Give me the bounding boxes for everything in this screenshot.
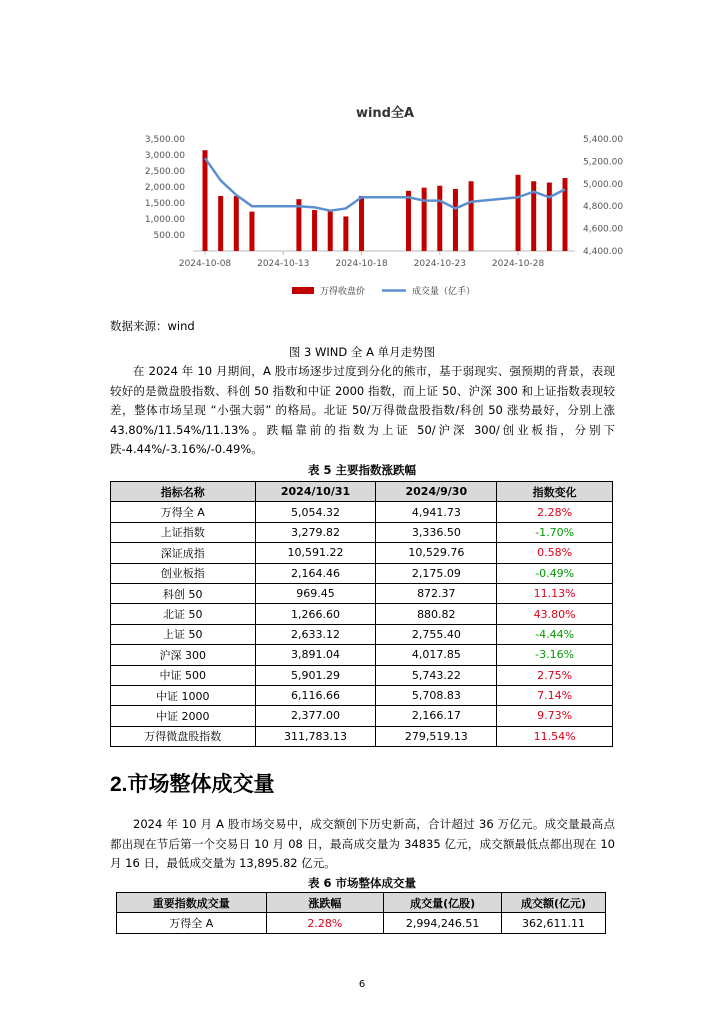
table5-row [111,726,613,746]
table5-cell-value-current: 3,891.04 [255,645,376,665]
table5-cell-name: 中证 500 [111,665,256,685]
table5-cell-value-current: 2,377.00 [255,706,376,726]
table5-header: 指数变化 [497,482,613,502]
paragraph-2-text: 2024 年 10 月 A 股市场交易中，成交额创下历史新高，合计超过 36 万亿元。成交量最高点都出现在节后第一个交易日 10 月 08 日，最高成交量为 34835 亿元，成交额最低点都出现在 10 月 16 日，最低成交量为 13,895.82 亿元。 [110,817,615,870]
table5-cell-value-current: 10,591.22 [255,543,376,563]
right-tick-label: 4,400.00 [583,247,624,257]
table5-cell-name: 万得全 A [111,502,256,522]
table5-row [111,706,613,726]
table5-caption: 表 5 主要指数涨跌幅 [307,463,416,477]
table6-cell-volume: 2,994,246.51 [384,913,502,933]
left-tick-label: 3,000.00 [144,151,185,161]
right-tick-label: 4,800.00 [583,202,624,213]
table5-cell-value-prev: 5,708.83 [376,685,497,705]
table5-cell-change: -0.49% [497,563,613,583]
table5-cell-change: -4.44% [497,624,613,644]
table5-row [111,685,613,705]
left-tick-label: 2,000.00 [144,183,185,193]
table5 [110,481,613,747]
table5-cell-value-prev: 2,166.17 [376,706,497,726]
table5-header: 指标名称 [111,482,256,502]
table5-cell-change: 43.80% [497,604,613,624]
figure-caption: 图 3 WIND 全 A 单月走势图 [288,345,436,359]
table5-cell-value-current: 311,783.13 [255,726,376,746]
table5-cell-value-current: 969.45 [255,583,376,603]
bar [359,196,364,251]
table5-cell-value-prev: 4,017.85 [376,645,497,665]
table5-cell-name: 北证 50 [111,604,256,624]
table5-row [111,665,613,685]
table5-row [111,543,613,563]
table5-header-row [111,482,613,502]
table6-header: 成交额(亿元) [502,893,606,913]
table6-header: 涨跌幅 [266,893,384,913]
bar [406,191,411,251]
table5-cell-change: -3.16% [497,645,613,665]
table5-row [111,563,613,583]
source-note: 数据来源：wind [110,319,195,333]
table5-cell-name: 创业板指 [111,563,256,583]
table5-cell-name: 中证 1000 [111,685,256,705]
table5-row [111,604,613,624]
table5-cell-value-prev: 872.37 [376,583,497,603]
right-tick-label: 4,600.00 [583,224,624,235]
left-tick-label: 1,000.00 [144,215,185,225]
table5-body [111,502,613,747]
table5-cell-value-prev: 3,336.50 [376,522,497,542]
table5-cell-value-prev: 5,743.22 [376,665,497,685]
table5-cell-value-prev: 880.82 [376,604,497,624]
table6-header: 成交量(亿股) [384,893,502,913]
bar [516,175,521,251]
table5-cell-change: 9.73% [497,706,613,726]
table5-cell-name: 沪深 300 [111,645,256,665]
table5-cell-change: 2.75% [497,665,613,685]
table5-row [111,522,613,542]
right-tick-label: 5,400.00 [583,135,624,145]
paragraph-1-text: 在 2024 年 10 月期间，A 股市场逐步过度到分化的熊市，基于弱现实、强预期的背景，表现较好的是微盘股指数、科创 50 指数和中证 2000 指数，而上证 50、沪深 300 和上证指数表现较差，整体市场呈现 “小强大弱” 的格局。北证 50/万得微盘股指数/科创 50 涨势最好，分别上涨 43.80%/11.54%/11.13%。跌幅靠前的指数为上证 50/沪深 300/创业板指，分别下跌-4.44%/-3.16%/-0.49%。 [110,364,615,456]
x-tick-label: 2024-10-28 [491,259,545,269]
left-tick-label: 2,500.00 [144,167,185,177]
table5-cell-name: 万得微盘股指数 [111,726,256,746]
table5-cell-name: 上证指数 [111,522,256,542]
table6-caption: 表 6 市场整体成交量 [307,876,416,890]
table5-cell-value-prev: 2,755.40 [376,624,497,644]
bar [328,211,333,251]
table5-row [111,624,613,644]
table5-cell-name: 中证 2000 [111,706,256,726]
table5-cell-change: 2.28% [497,502,613,522]
table5-header: 2024/9/30 [376,482,497,502]
bar [218,196,223,251]
bar [422,188,427,251]
table5-cell-value-prev: 10,529.76 [376,543,497,563]
bar [437,186,442,251]
x-tick-label: 2024-10-23 [413,259,466,269]
legend-swatch-bar [292,287,314,294]
table5-cell-change: 11.13% [497,583,613,603]
bar [453,189,458,251]
table6-cell-name: 万得全 A [117,913,267,933]
paragraph-2 [110,815,615,874]
x-tick-label: 2024-10-13 [257,259,310,269]
bar [547,183,552,251]
bar [343,216,348,251]
x-tick-label: 2024-10-18 [335,259,388,269]
table5-cell-change: -1.70% [497,522,613,542]
section-heading: 2.市场整体成交量 [110,773,275,796]
line-series [205,158,565,211]
x-tick-label: 2024-10-08 [178,259,232,269]
table6-cell-change: 2.28% [266,913,384,933]
legend-label-line: 成交量（亿手） [412,287,476,297]
table5-cell-value-prev: 2,175.09 [376,563,497,583]
table5-cell-change: 11.54% [497,726,613,746]
bar [312,210,317,251]
table6-header: 重要指数成交量 [117,893,267,913]
table5-cell-value-prev: 4,941.73 [376,502,497,522]
table5-cell-value-current: 6,116.66 [255,685,376,705]
table5-header: 2024/10/31 [255,482,376,502]
table5-cell-value-prev: 279,519.13 [376,726,497,746]
table5-row [111,583,613,603]
table5-cell-value-current: 2,633.12 [255,624,376,644]
left-tick-label: 500.00 [153,231,185,241]
page-number: 6 [358,979,366,990]
table6-row [117,913,606,933]
table5-cell-value-current: 5,054.32 [255,502,376,522]
paragraph-1 [110,362,615,460]
left-tick-label: 1,500.00 [144,199,185,209]
table5-cell-value-current: 2,164.46 [255,563,376,583]
table5-cell-value-current: 5,901.29 [255,665,376,685]
table5-cell-change: 0.58% [497,543,613,563]
table6-header-row [117,893,606,913]
right-tick-label: 5,200.00 [583,157,624,168]
table6-cell-amount: 362,611.11 [502,913,606,933]
bar [203,150,208,251]
wind-chart [135,95,635,307]
table5-row [111,502,613,522]
right-tick-label: 5,000.00 [583,179,624,190]
table5-row [111,645,613,665]
bar [469,181,474,251]
table5-cell-name: 上证 50 [111,624,256,644]
bar [249,212,254,251]
table5-cell-name: 深证成指 [111,543,256,563]
table6 [116,892,606,934]
table5-cell-change: 7.14% [497,685,613,705]
table5-cell-value-current: 3,279.82 [255,522,376,542]
chart-title: wind全A [355,106,415,121]
table5-cell-name: 科创 50 [111,583,256,603]
left-tick-label: 3,500.00 [144,135,185,145]
bar [234,196,239,251]
legend-label-bar: 万得收盘价 [320,287,366,297]
table5-cell-value-current: 1,266.60 [255,604,376,624]
